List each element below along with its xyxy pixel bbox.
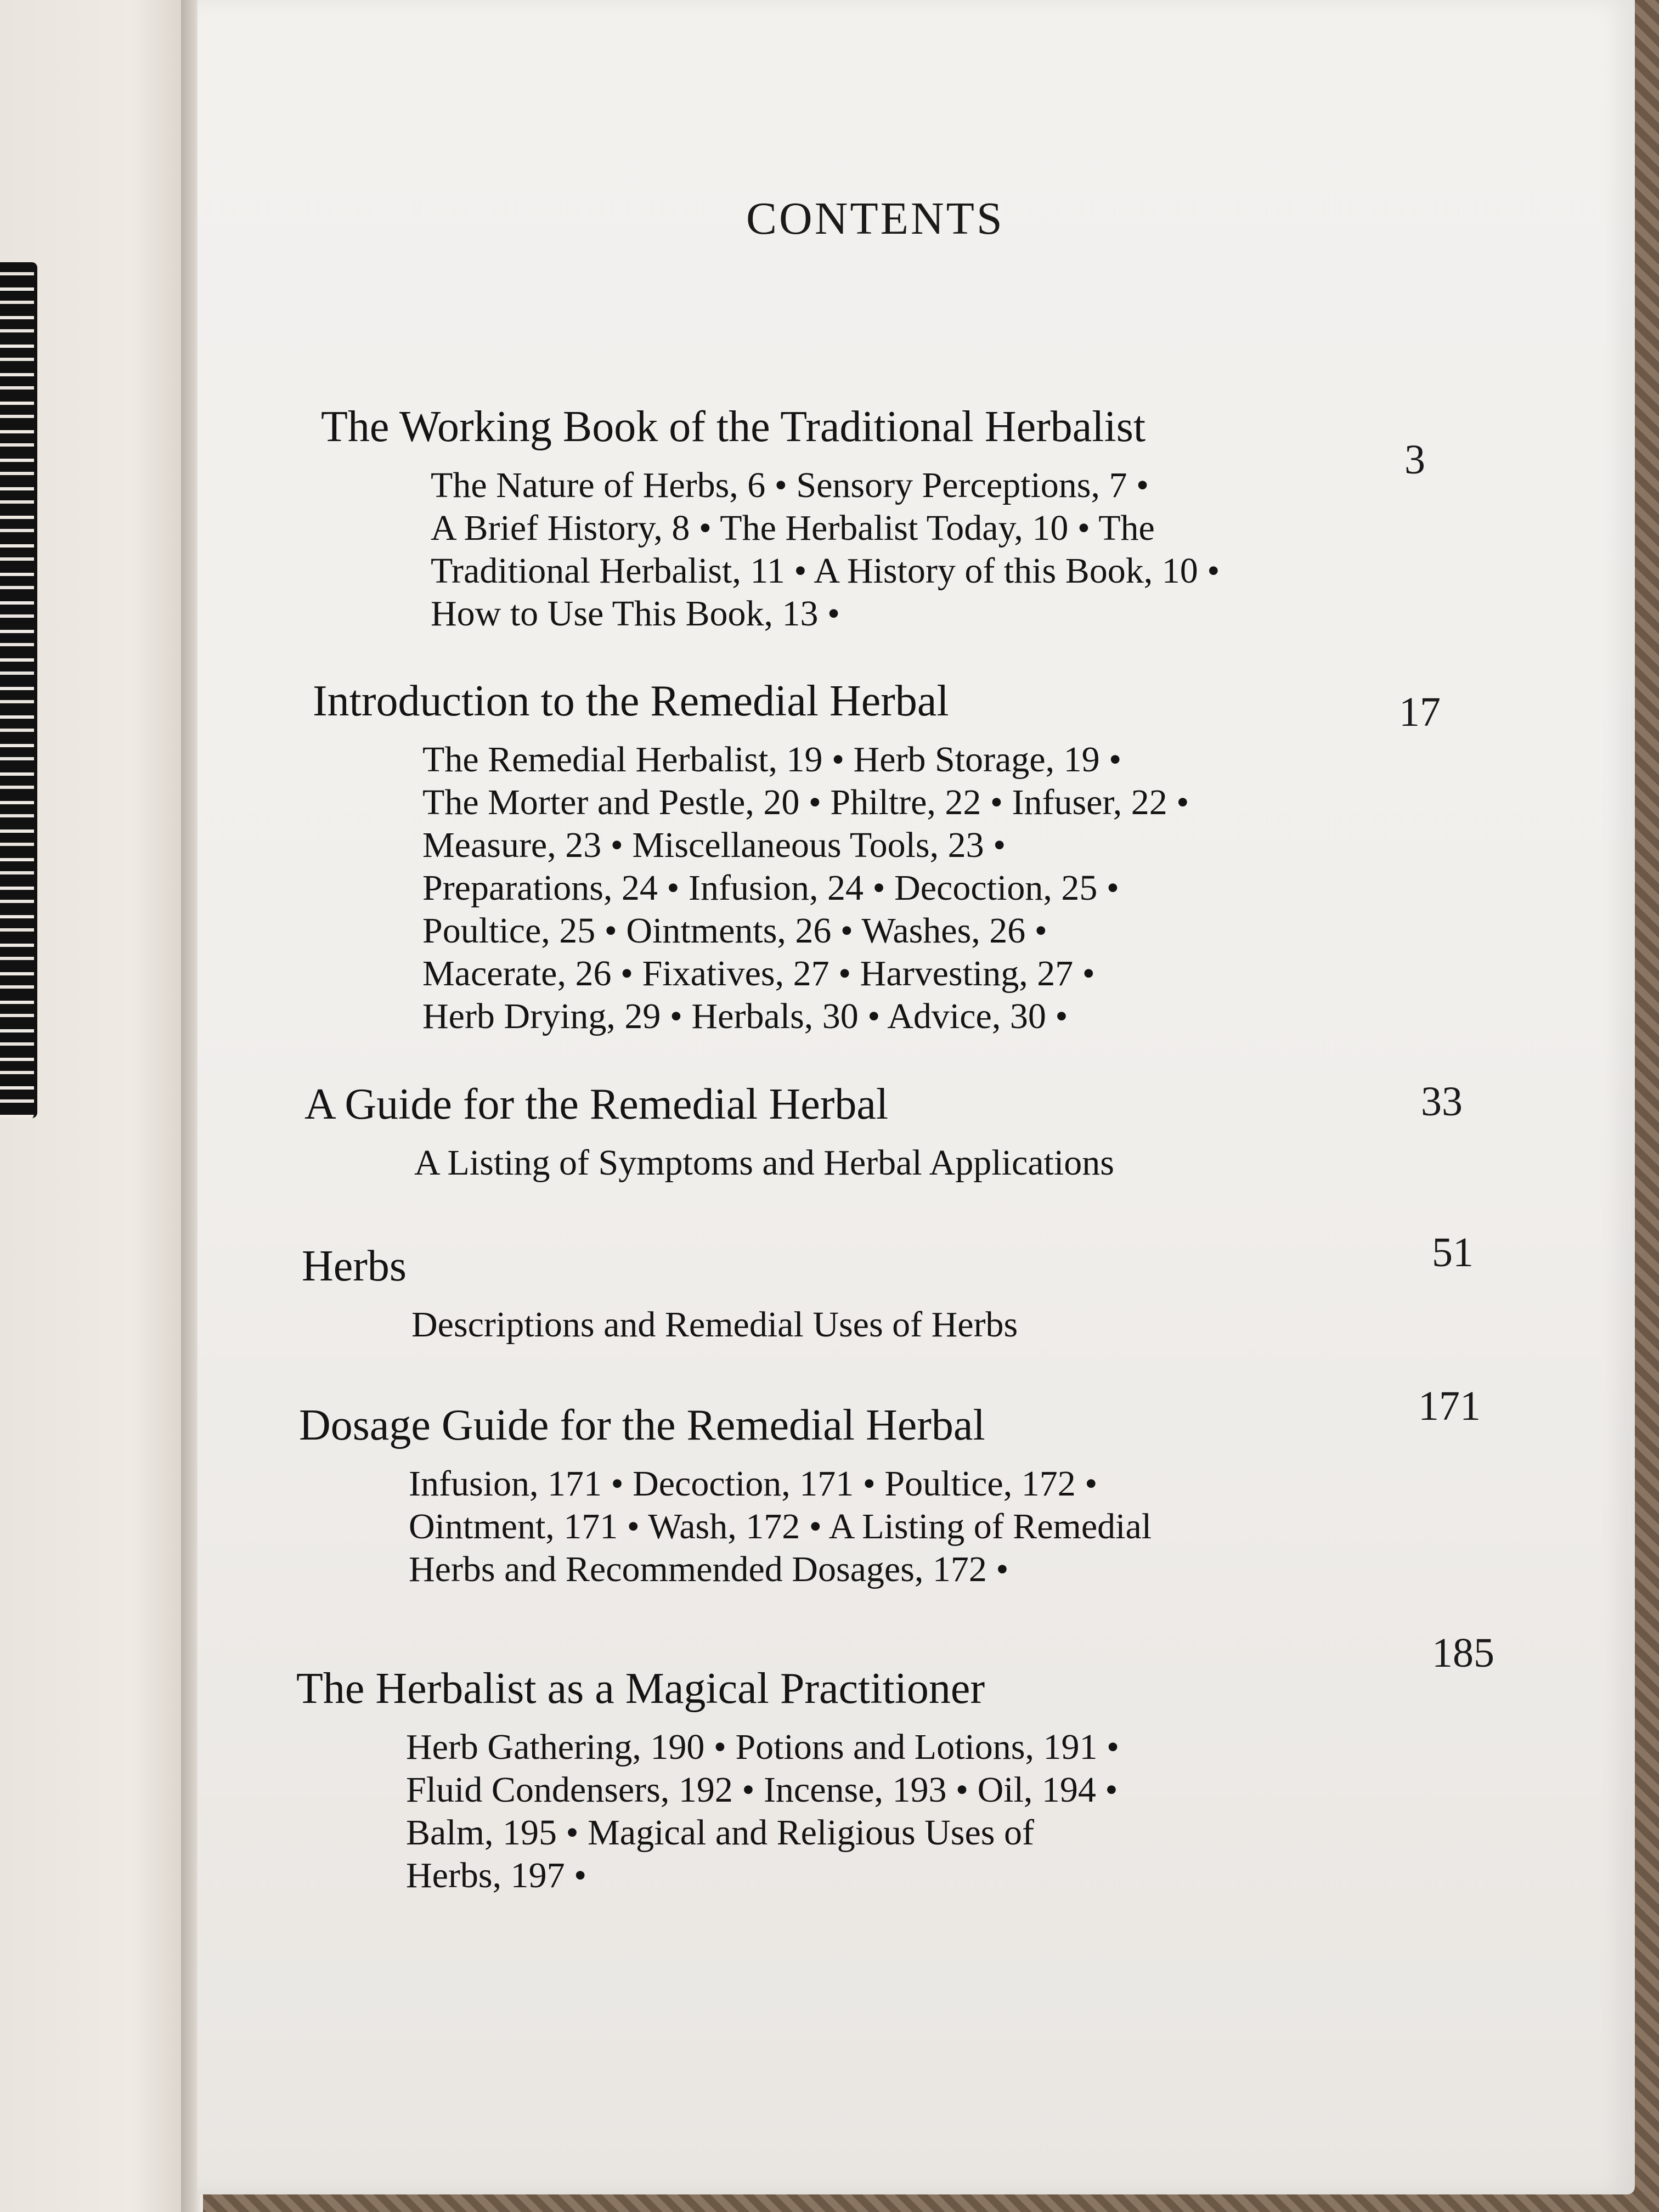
entry-line: The Nature of Herbs, 6 • Sensory Perceptions, 7 • [431, 465, 1149, 505]
toc-section [299, 1399, 1276, 1591]
toc-section [302, 1240, 1278, 1346]
entry-line: Fluid Condensers, 192 • Incense, 193 • Oil, 194 • [406, 1770, 1118, 1810]
entry-line: Descriptions and Remedial Uses of Herbs [411, 1305, 1018, 1345]
section-title: The Herbalist as a Magical Practitioner [296, 1664, 985, 1713]
entry-line: Herb Gathering, 190 • Potions and Lotions, 191 • [406, 1727, 1120, 1767]
section-entries [431, 464, 1297, 635]
entry-line: Preparations, 24 • Infusion, 24 • Decoction, 25 • [422, 868, 1119, 908]
toc-section [296, 1662, 1273, 1897]
entry-line: Ointment, 171 • Wash, 172 • A Listing of Remedial [409, 1506, 1152, 1547]
entry-line: Poultice, 25 • Ointments, 26 • Washes, 26 • [422, 911, 1047, 951]
page-number: 3 [1404, 437, 1425, 483]
section-entries [411, 1304, 1278, 1346]
page-number: 171 [1418, 1383, 1481, 1429]
entry-line: A Brief History, 8 • The Herbalist Today, 10 • The [431, 508, 1155, 548]
entry-line: The Morter and Pestle, 20 • Philtre, 22 • Infuser, 22 • [422, 782, 1189, 822]
section-title: A Guide for the Remedial Herbal [304, 1080, 889, 1128]
section-entries [414, 1142, 1281, 1184]
section-title: The Working Book of the Traditional Herbalist [321, 403, 1146, 451]
entry-line: Infusion, 171 • Decoction, 171 • Poultice, 172 • [409, 1464, 1098, 1504]
previous-page [0, 0, 189, 2212]
page-number: 51 [1432, 1229, 1474, 1276]
entry-line: Herbs, 197 • [406, 1855, 587, 1895]
entry-line: A Listing of Symptoms and Herbal Applications [414, 1143, 1114, 1183]
section-entries [422, 738, 1289, 1038]
page-title: CONTENTS [746, 193, 1005, 244]
page-number: 33 [1421, 1079, 1463, 1125]
entry-line: Macerate, 26 • Fixatives, 27 • Harvesting, 27 • [422, 953, 1095, 994]
toc-section [313, 675, 1289, 1038]
entry-line: Balm, 195 • Magical and Religious Uses of [406, 1813, 1034, 1853]
entry-line: Traditional Herbalist, 11 • A History of this Book, 10 • [431, 551, 1220, 591]
entry-line: How to Use This Book, 13 • [431, 594, 840, 634]
page-number: 17 [1399, 689, 1441, 735]
section-entries [409, 1463, 1276, 1591]
section-title: Dosage Guide for the Remedial Herbal [299, 1401, 985, 1449]
section-title: Herbs [302, 1242, 407, 1290]
section-entries [406, 1726, 1273, 1897]
toc-section [304, 1078, 1281, 1184]
contents-page [198, 0, 1635, 2194]
entry-line: Herb Drying, 29 • Herbals, 30 • Advice, 30 • [422, 996, 1068, 1036]
entry-line: The Remedial Herbalist, 19 • Herb Storage, 19 • [422, 740, 1122, 780]
decorative-border-ornament [0, 262, 37, 1118]
toc-section [321, 400, 1297, 635]
section-title: Introduction to the Remedial Herbal [313, 677, 949, 725]
entry-line: Measure, 23 • Miscellaneous Tools, 23 • [422, 825, 1006, 865]
page-number: 185 [1432, 1630, 1494, 1676]
entry-line: Herbs and Recommended Dosages, 172 • [409, 1549, 1009, 1589]
